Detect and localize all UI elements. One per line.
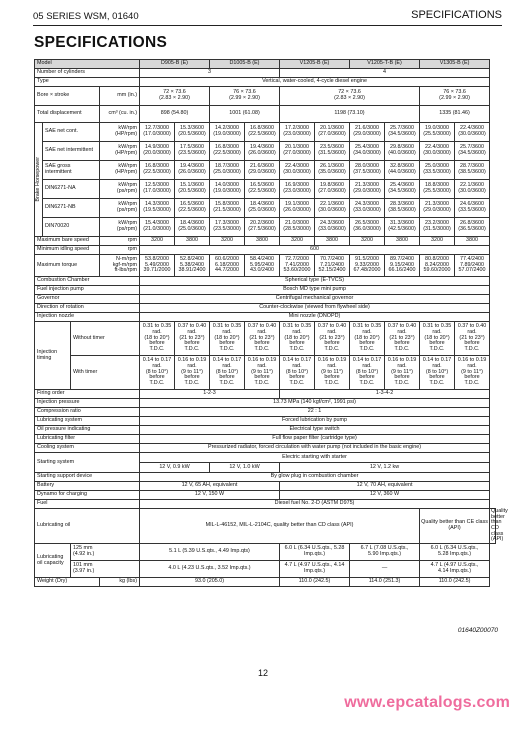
dynamo-row: Dynamo for charging 12 V, 150 W 12 V, 360 W	[35, 491, 496, 500]
bhp-row: SAE gross intermittent kW/rpm (HP/rpm) 16.8/3000 (22.5/3000) 19.4/3600 (26.0/3600) 18.7/3000 (25.0/3000) 21.6/3600 (29.0/3600) 22.4/3000 (30.0/3000) 26.1/3600 (35.0/3600) 28.0/3000 (37.5/3000) 32.8/3600 (44.0/3600) 25.0/3000 (33.5/3000) 28.7/3600 (38.5/3600)	[35, 161, 496, 180]
cooling-row: Cooling system Pressurized radiator, forced circulation with water pump (not included in the basic engine)	[35, 444, 496, 453]
bhp-row: DIN70020 kW/rpm (ps/rpm) 15.4/3000 (21.0/3000) 18.4/3600 (25.0/3600) 17.3/3000 (23.5/3000) 20.2/3600 (27.5/3600) 21.0/3000 (28.5/3000) 24.3/3600 (33.0/3600) 26.5/3000 (36.0/3000) 31.3/3600 (42.5/3600) 23.2/3000 (31.5/3000) 26.8/3600 (36.5/3600)	[35, 218, 496, 237]
brake-horsepower-group	[35, 123, 496, 237]
bhp-row: DIN6271-NB kW/rpm (ps/rpm) 14.3/3000 (19.5/3000) 16.5/3600 (22.5/3600) 15.8/3000 (21.5/3000) 18.4/3600 (25.0/3600) 19.1/3000 (26.0/3000) 22.1/3600 (30.0/3600) 24.3/3000 (33.0/3000) 28.3/3600 (38.5/3600) 21.3/3000 (29.0/3000) 24.6/3600 (33.5/3600)	[35, 199, 496, 218]
combustion-row: Combustion Chamber Spherical type (E-TVCS)	[35, 277, 496, 286]
bhp-row: Brake Horsepower SAE net cont. kW/rpm (HP/rpm) 12.7/3000 (17.0/3000) 15.3/3600 (20.5/3600) 14.2/3000 (19.0/3000) 16.8/3600 (22.5/3600) 17.2/3000 (23.0/3000) 20.1/3600 (27.0/3600) 21.6/3000 (29.0/3000) 25.7/3600 (34.5/3600) 19.0/3000 (25.5/3000) 22.4/3600 (30.0/3600)	[35, 123, 496, 142]
starting-row-a: Starting system Electric starting with starter	[35, 453, 496, 463]
cylinders-row: Number of cylinders 3 4	[35, 69, 496, 78]
page-title: SPECIFICATIONS	[34, 34, 168, 51]
lubricating-system-row: Lubricating system Forced lubrication by pump	[35, 417, 496, 426]
displacement-row: Total displacement cm³ (cu. in.) 898 (54.80) 1001 (61.08) 1198 (73.10) 1335 (81.46)	[35, 106, 496, 123]
idle-speed-row: Minimum idling speed rpm 600	[35, 246, 496, 255]
brake-horsepower-label: Brake Horsepower	[35, 123, 43, 237]
page-header	[33, 9, 502, 26]
timing-with-timer-row: With timer 0.14 to 0.17 rad. (8 to 10°) before T.D.C. 0.16 to 0.19 rad. (9 to 11°) before T.D.C. 0.14 to 0.17 rad. (8 to 10°) before T.D.C. 0.16 to 0.19 rad. (9 to 11°) before T.D.C. 0.14 to 0.17 rad. (8 to 10°) before T.D.C. 0.16 to 0.19 rad. (9 to 11°) before T.D.C. 0.14 to 0.17 rad. (8 to 10°) before T.D.C. 0.16 to 0.19 rad. (9 to 11°) before T.D.C. 0.14 to 0.17 rad. (8 to 10°) before T.D.C. 0.16 to 0.19 rad. (9 to 11°) before T.D.C.	[35, 356, 496, 390]
filter-row: Lubricating filter Full flow paper filter (cartridge type)	[35, 435, 496, 444]
type-row: Type Vertical, water-cooled, 4-cycle diesel engine	[35, 78, 496, 87]
max-speed-row: Maximum bare speed rpm 3200 3800 3200 3800 3200 3800 3200 3800 3200 3800	[35, 237, 496, 246]
watermark: www.epcatalogs.com	[344, 694, 510, 711]
bore-row: Bore × stroke mm (in.) 72 × 73.6 (2.83 × 2.90) 76 × 73.6 (2.99 × 2.90) 72 × 73.6 (2.83 × 2.90) 76 × 73.6 (2.99 × 2.90)	[35, 87, 496, 106]
bhp-row: SAE net intermittent kW/rpm (HP/rpm) 14.9/3000 (20.0/3000) 17.5/3600 (23.5/3600) 16.8/3000 (22.5/3000) 19.4/3600 (26.0/3600) 20.1/3000 (27.0/3000) 23.5/3600 (31.5/3600) 25.4/3000 (34.0/3000) 29.8/3600 (40.0/3600) 22.4/3000 (30.0/3000) 25.7/3600 (34.5/3600)	[35, 142, 496, 161]
spec-table	[34, 59, 508, 587]
fuel-row: Fuel Diesel fuel No. 2-D (ASTM D975)	[35, 500, 496, 509]
timing-without-timer-row: Injection timing Without timer 0.31 to 0.35 rad. (18 to 20°) before T.D.C. 0.37 to 0.40 rad. (21 to 23°) before T.D.C. 0.31 to 0.35 rad. (18 to 20°) before T.D.C. 0.37 to 0.40 rad. (21 to 23°) before T.D.C. 0.31 to 0.35 rad. (18 to 20°) before T.D.C. 0.37 to 0.40 rad. (21 to 23°) before T.D.C. 0.31 to 0.35 rad. (18 to 20°) before T.D.C. 0.37 to 0.40 rad. (21 to 23°) before T.D.C. 0.31 to 0.35 rad. (18 to 20°) before T.D.C. 0.37 to 0.40 rad. (21 to 23°) before T.D.C.	[35, 322, 496, 356]
nozzle-row: Injection nozzle Mini nozzle (DNOPD)	[35, 313, 496, 322]
injection-pressure-row: Injection pressure 13.73 MPa (140 kgf/cm², 1991 psi)	[35, 399, 496, 408]
pump-row: Fuel injection pump Bosch MD type mini pump	[35, 286, 496, 295]
page-number: 12	[257, 668, 268, 678]
rotation-row: Direction of rotation Counter-clockwise (viewed from flywheel side)	[35, 304, 496, 313]
bhp-row: DIN6271-NA kW/rpm (ps/rpm) 12.5/3000 (17.0/3000) 15.1/3600 (20.5/3600) 14.0/3000 (19.0/3000) 16.5/3600 (22.5/3600) 16.9/3000 (23.0/3000) 19.8/3600 (27.0/3600) 21.3/3000 (29.0/3000) 25.4/3600 (34.5/3600) 18.8/3000 (25.5/3000) 22.1/3600 (30.0/3600)	[35, 180, 496, 199]
battery-row: Battery 12 V, 65 AH, equivalent 12 V, 70 AH, equivalent	[35, 482, 496, 491]
oil-capacity-row-125: Lubricating oil capacity 125 mm (4.92 in.) 5.1 L (5.39 U.S.qts., 4.49 Imp.qts) 6.0 L (6.34 U.S.qts., 5.28 Imp.qts.) 6.7 L (7.08 U.S.qts., 5.90 Imp.qts.) 6.0 L (6.34 U.S.qts., 5.28 Imp.qts.)	[35, 544, 496, 561]
compression-row: Compression ratio 22 : 1	[35, 408, 496, 417]
lubricating-oil-row: Lubricating oil MIL-L-46152, MIL-L-2104C, quality better than CD class (API) Quality better than CE class (API) Quality better than CD class (API)	[35, 509, 496, 544]
firing-order-row: Firing order 1-2-3 1-3-4-2	[35, 390, 496, 399]
injection-timing-label: Injection timing	[35, 322, 71, 390]
oil-pressure-row: Oil pressure indicating Electrical type switch	[35, 426, 496, 435]
header-left: 05 SERIES WSM, 01640	[33, 11, 139, 22]
model-row: Model D905-B (E) D1005-B (E) V1205-B (E) V1205-T-B (E) V1305-B (E)	[35, 60, 496, 69]
header-right: SPECIFICATIONS	[411, 9, 502, 21]
weight-row: Weight (Dry) kg (lbs) 93.0 (205.0) 110.0 (242.5) 114.0 (251.3) 110.0 (242.5)	[35, 578, 496, 587]
governor-row: Governor Centrifugal mechanical governor	[35, 295, 496, 304]
starting-row-b: 12 V, 0.9 kW 12 V, 1.0 kW 12 V, 1.2 kw	[35, 463, 496, 473]
starting-support-row: Starting support device By glow plug in combustion chamber	[35, 473, 496, 482]
oil-capacity-row-101: 101 mm (3.97 in.) 4.0 L (4.23 U.S.qts., 3.52 Imp.qts.) 4.7 L (4.97 U.S.qts., 4.14 Imp.qts.) — 4.7 L (4.97 U.S.qts., 4.14 Imp.qts.)	[35, 561, 496, 578]
max-torque-row: Maximum torque N-m/rpm kgf-m/rpm ft-lbs/rpm 53.8/2000 5.49/2000 39.71/2000 52.8/2400 5.38/2400 38.91/2400 60.6/2000 6.18/2000 44.7/2000 58.4/2400 5.95/2400 43.0/2400 72.7/2000 7.41/2000 53.60/2000 70.7/2400 7.21/2400 52.15/2400 91.5/2000 9.33/2000 67.48/2000 89.7/2400 9.15/2400 66.16/2400 80.8/2000 8.24/2000 59.60/2000 77.4/2400 7.89/2400 57.07/2400	[35, 255, 496, 277]
figure-code: 01640Z00070	[457, 627, 498, 634]
